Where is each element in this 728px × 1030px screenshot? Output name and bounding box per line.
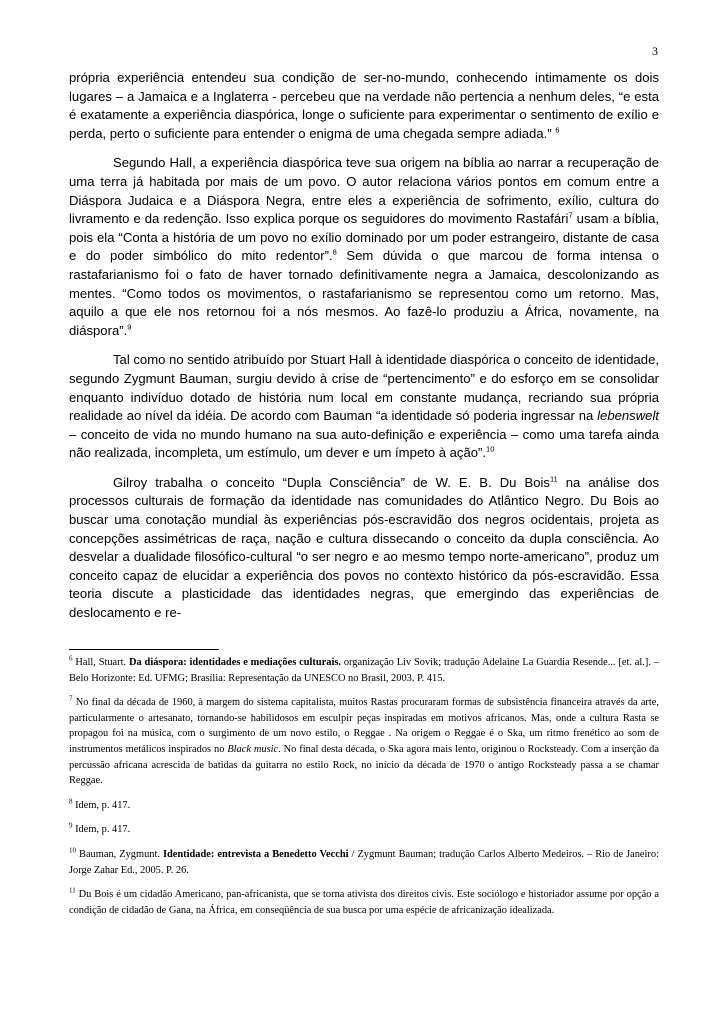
footnote-marker: 10 xyxy=(69,846,76,855)
paragraph-text-segment: lebenswelt xyxy=(597,408,659,424)
footnotes xyxy=(69,655,659,927)
footnote-10 xyxy=(69,847,659,878)
paragraph-2 xyxy=(69,154,659,340)
body-text xyxy=(69,69,659,634)
footnote-6 xyxy=(69,655,659,686)
paragraph-text-segment: Tal como no sentido atribuído por Stuart Hall à identidade diaspórica o conceito de identidade, segundo Zygmunt Bauman, surgiu devido à crise de “pertencimento” e do esforço em se consolidar enquanto indivíduo dotado de história num local em constante mudança, recriando sua própria realidade ao nível da idéia. De acordo com Bauman “a identidade só poderia ingressar na xyxy=(69,352,659,424)
footnote-marker: 11 xyxy=(69,886,76,895)
footnote-marker: 6 xyxy=(69,654,73,663)
paragraph-text-segment: própria experiência entendeu sua condição de ser-no-mundo, conhecendo intimamente os dois lugares – a Jamaica e a Inglaterra - percebeu que na verdade não pertencia a nenhum deles, “e esta é exatamente a experiência diaspórica, longe o suficiente para experimentar o sentimento de exílio e perda, perto o suficiente para entender o enigma de uma chegada sempre adiada.” xyxy=(69,70,659,141)
footnote-marker: 8 xyxy=(332,247,337,257)
footnote-text-segment: Idem, p. 417. xyxy=(72,824,131,836)
footnote-marker: 9 xyxy=(69,821,73,830)
footnote-marker: 9 xyxy=(127,322,132,332)
footnote-text-segment: Identidade: entrevista a Benedetto Vecchi xyxy=(162,848,349,860)
footnote-8 xyxy=(69,798,659,814)
footnote-marker: 8 xyxy=(69,797,73,806)
paragraph-1 xyxy=(69,69,659,143)
footnote-text-segment: Idem, p. 417. xyxy=(72,799,131,811)
footnote-9 xyxy=(69,822,659,838)
paragraph-text-segment: na análise dos processos culturais de formação da identidade nas comunidades do Atlântico Negro. Du Bois ao buscar uma conotação mundial às experiências pós-escravidão dos negros ocidentais, projeta as concepções assimétricas de raça, nação e cultura dissecando o conceito da dupla consciência. Ao desvelar a dualidade filosófico-cultural “o ser negro e ao mesmo tempo norte-americano”, produz um conceito capaz de elucidar a experiência dos povos no contexto histórico da pós-escravidão. Essa teoria discute a plasticidade das identidades negras, que emergindo das experiências de deslocamento e re- xyxy=(69,474,659,621)
footnote-text-segment: Hall, Stuart. xyxy=(72,657,129,668)
footnote-11 xyxy=(69,887,659,918)
footnote-text-segment: No final da década de 1960, à margem do sistema capitalista, muitos Rastas procuraram formas de subsistência financeira através da arte, particularmente o artesanato, tornando-se habilidosos em esculpir peças inspiradas em motivos africanos. Mas, onde a cultura Rasta se propagou foi na música, com o surgimento de um novo estilo, o Reggae . Na origem o Reggae é o Ska, um ritmo frenético ao som de instrumentos metálicos inspirados no xyxy=(69,697,659,755)
footnote-marker: 11 xyxy=(549,474,558,484)
page-number: 3 xyxy=(652,44,658,58)
paragraph-text-segment: usam a bíblia, pois ela “Conta a história de um povo no exílio dominado por um poder estrangeiro, distante de casa e do poder simbólico do mito redentor”. xyxy=(69,211,659,264)
paragraph-text-segment: – conceito de vida no mundo humano na sua auto-definição e experiência – como uma tarefa ainda não realizada, incompleta, um estímulo, um dever e um ímpeto à ação”. xyxy=(69,426,659,461)
footnote-text-segment: Du Bois é um cidadão Americano, pan-africanista, que se torna ativista dos direitos civis. Este sociólogo e historiador assume por opção a condição de cidadão de Gana, na África, em conseqüência de sua busca por uma espécie de africanização idealizada. xyxy=(69,889,659,916)
footnote-text-segment: / Zygmunt Bauman; tradução Carlos Alberto Medeiros. – Rio de Janeiro: Jorge Zahar Ed., 2005. P. 26. xyxy=(69,848,659,876)
footnote-text-segment: . No final desta década, o Ska agora mais lento, originou o Rocksteady. Com a inserção da percussão africana acrescida de batidas da guitarra no estilo Rock, no início da década de 1970 o antigo Rocksteady passa a se chamar Reggae. xyxy=(69,743,659,787)
footnote-text-segment: organização Liv Sovik; tradução Adelaine La Guardia Resende... [et. al.]. – Belo Horizonte: Ed. UFMG; Brasília: Representação da UNESCO no Brasil, 2003. P. 415. xyxy=(69,657,659,684)
paragraph-text-segment: Sem dúvida o que marcou de forma intensa o rastafarianismo foi o fato de haver tornado definitivamente negra a Jamaica, descolonizando as mentes. “Como todos os movimentos, o rastafarianismo se representou como um retorno. Mas, aquilo a que ele nos retornou foi a nós mesmos. Ao fazê-lo produziu a África, novamente, na diáspora”. xyxy=(69,248,660,338)
footnote-text-segment: Black music xyxy=(227,743,279,755)
footnote-marker: 10 xyxy=(486,444,495,454)
footnote-divider xyxy=(69,649,219,650)
paragraph-3 xyxy=(69,351,659,463)
paragraph-4 xyxy=(69,474,659,623)
footnote-marker: 6 xyxy=(555,125,560,135)
footnote-text-segment: Bauman, Zygmunt. xyxy=(76,848,163,860)
footnote-marker: 7 xyxy=(568,210,573,220)
paragraph-text-segment: Gilroy trabalha o conceito “Dupla Consciência” de W. E. B. Du Bois xyxy=(113,474,550,490)
footnote-7 xyxy=(69,695,659,789)
paragraph-text-segment: Segundo Hall, a experiência diaspórica teve sua origem na bíblia ao narrar a recuperação de uma terra já habitada por mais de um povo. O autor relaciona vários pontos em comum entre a Diáspora Judaica e a Diáspora Negra, entre eles a experiência de sofrimento, exílio, cultura do livramento e da redenção. Isso explica porque os seguidores do movimento Rastafári xyxy=(69,155,659,227)
footnote-text-segment: Da diáspora: identidades e mediações culturais. xyxy=(128,657,341,668)
footnote-marker: 7 xyxy=(69,694,73,703)
